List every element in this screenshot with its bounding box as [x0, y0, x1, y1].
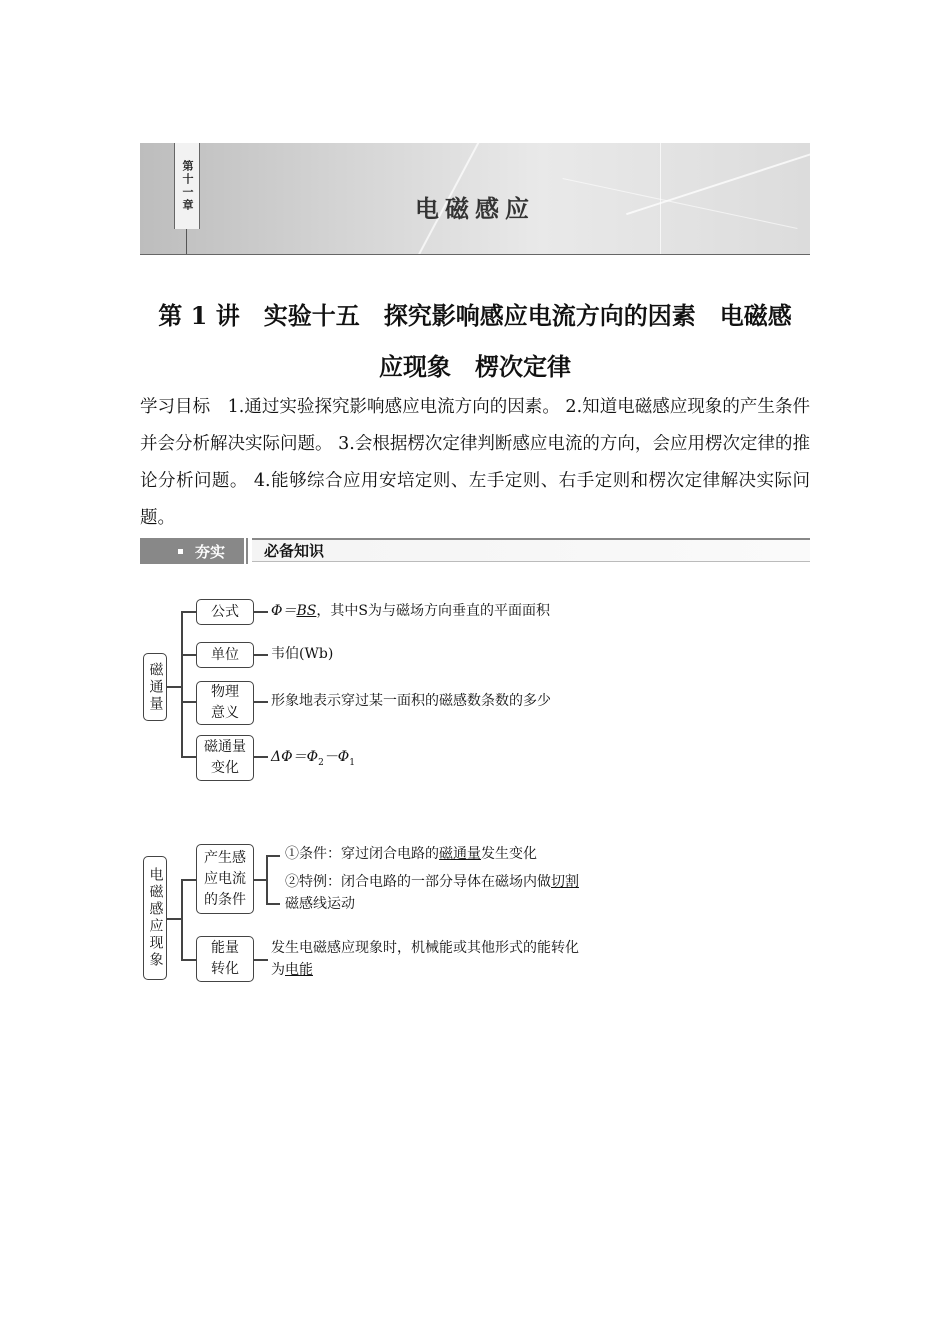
flux-change-text: [271, 746, 355, 774]
formula-symbol: Φ＝: [271, 603, 297, 619]
map-root-induction: 电磁感应现象: [143, 856, 167, 980]
connector: [254, 959, 268, 961]
section-tag: [140, 538, 244, 564]
map-node-flux-change: 磁通量变化: [196, 735, 254, 781]
formula-text: [271, 600, 550, 622]
delta-phi: ΔΦ＝Φ: [271, 749, 319, 765]
connector: [181, 756, 196, 758]
section-tag-label: 夯实: [195, 542, 226, 561]
meaning-text: 形象地表示穿过某一面积的磁感数条数的多少: [271, 693, 551, 709]
lecture-title-line1: 第 1 讲 实验十五 探究影响感应电流方向的因素 电磁感: [158, 301, 792, 330]
map-node-formula: 公式: [196, 599, 254, 625]
energy-text: 为: [271, 962, 285, 978]
square-bullet-icon: [178, 549, 183, 554]
connector: [181, 879, 196, 881]
condition-1: [285, 843, 537, 865]
formula-key: BS: [296, 603, 317, 619]
connector: [254, 654, 268, 656]
connector: [254, 701, 268, 703]
connector: [167, 686, 181, 688]
connector: [266, 855, 268, 903]
connector: [181, 654, 196, 656]
chapter-tab-line: [186, 229, 187, 255]
condition-2-line2: 磁感线运动: [285, 896, 355, 912]
goals-text: 1.通过实验探究影响感应电流方向的因素。 2.知道电磁感应现象的产生条件并会分析解决实际问题。 3.会根据楞次定律判断感应电流的方向，会应用楞次定律的推论分析问题。 4.能够综合应用安培定则、左手定则、右手定则和楞次定律解决实际问题。: [140, 397, 810, 528]
section-divider: [246, 538, 248, 564]
map-node-meaning: 物理意义: [196, 681, 254, 725]
energy-key: 电能: [285, 962, 313, 978]
map-node-energy: 能量转化: [196, 936, 254, 982]
energy-line2: [271, 959, 313, 981]
condition-2: [285, 871, 579, 893]
section-title: 必备知识: [252, 538, 810, 562]
lecture-title-line2: 应现象 楞次定律: [379, 352, 571, 381]
connector: [254, 611, 268, 613]
map-node-unit: 单位: [196, 642, 254, 668]
chapter-banner: [140, 143, 810, 255]
subscript-1: 1: [349, 757, 356, 768]
connector: [254, 879, 266, 881]
condition-2-key: 切割: [551, 874, 579, 890]
condition-1-key: 磁通量: [439, 846, 481, 862]
learning-goals: [140, 389, 810, 537]
formula-note: ，其中S为与磁场方向垂直的平面面积: [316, 603, 550, 619]
minus-phi: －Φ: [323, 749, 350, 765]
chapter-title: 电磁感应: [415, 195, 535, 223]
goals-label: 学习目标: [140, 397, 211, 417]
connector: [181, 611, 183, 756]
map-root-flux: 磁通量: [143, 653, 167, 721]
banner-bottom-line: [140, 254, 810, 255]
connector: [181, 701, 196, 703]
map-node-conditions: 产生感应电流的条件: [196, 844, 254, 914]
energy-line1: 发生电磁感应现象时，机械能或其他形式的能转化: [271, 940, 579, 956]
connector: [266, 855, 280, 857]
chapter-tab: 第十一章: [174, 143, 200, 229]
section-bar: [140, 538, 810, 564]
connector: [181, 959, 196, 961]
connector: [266, 903, 280, 905]
subscript-2: 2: [318, 757, 324, 768]
condition-1-end: 发生变化: [481, 846, 537, 862]
connector: [181, 879, 183, 959]
condition-2-text: ②特例：闭合电路的一部分导体在磁场内做: [285, 874, 551, 890]
condition-1-text: ①条件：穿过闭合电路的: [285, 846, 439, 862]
connector: [181, 611, 196, 613]
connector: [167, 918, 181, 920]
unit-text: 韦伯(Wb): [271, 646, 334, 662]
connector: [254, 756, 268, 758]
